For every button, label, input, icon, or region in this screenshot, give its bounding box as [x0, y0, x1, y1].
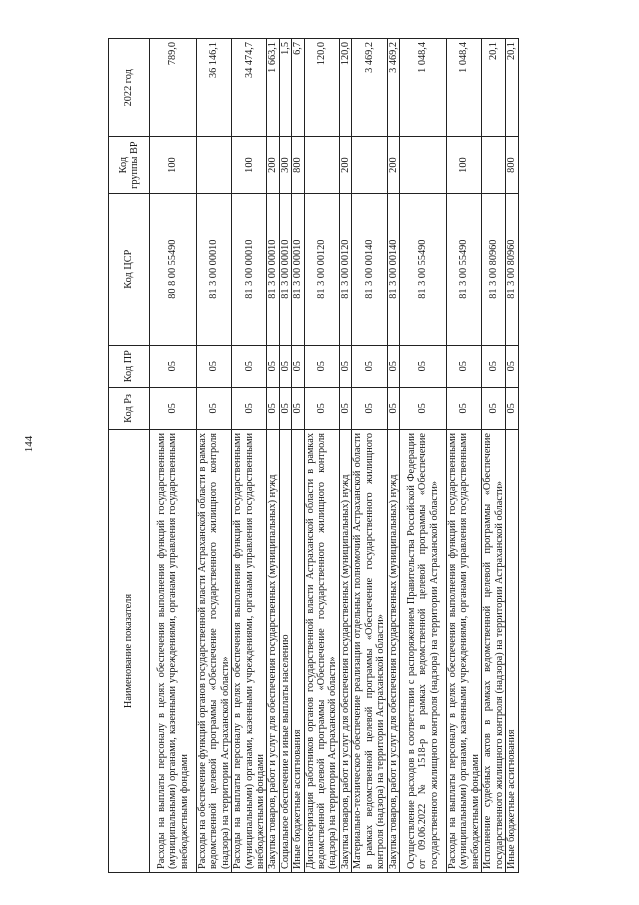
row-vr: 200 — [339, 137, 351, 193]
row-csr: 81 3 00 00140 — [352, 193, 387, 345]
row-vr — [482, 137, 506, 193]
row-value: 1 663,1 — [267, 39, 279, 137]
row-pr: 05 — [150, 345, 197, 387]
row-vr — [352, 137, 387, 193]
table-row — [506, 39, 518, 873]
table-row — [197, 39, 232, 873]
row-name: Закупка товаров, работ и услуг для обеспечения государственных (муниципальных) нужд — [339, 429, 351, 872]
row-value: 1,5 — [279, 39, 291, 137]
row-name: Материально-техническое обеспечение реализации отдельных полномочий Астраханской области в рамках ведомственной целевой программы «Обеспечение государственного жилищного контроля (надзора) на территории Астраханской области» — [352, 429, 387, 872]
row-vr: 100 — [150, 137, 197, 193]
row-pr: 05 — [399, 345, 446, 387]
row-rz: 05 — [267, 387, 279, 429]
row-csr: 81 3 00 55490 — [399, 193, 446, 345]
row-vr: 100 — [446, 137, 481, 193]
row-name: Расходы на выплаты персоналу в целях обеспечения выполнения функций государственными (муниципальными) органами, казенными учреждениями, органами управления государственными внебюджетными фондами — [150, 429, 197, 872]
table-header-row — [109, 39, 150, 873]
row-csr: 81 3 00 00120 — [339, 193, 351, 345]
row-rz: 05 — [399, 387, 446, 429]
row-vr — [197, 137, 232, 193]
table-row — [387, 39, 399, 873]
row-pr: 05 — [352, 345, 387, 387]
row-vr — [304, 137, 339, 193]
row-value: 20,1 — [482, 39, 506, 137]
row-value: 6,7 — [292, 39, 304, 137]
table-row — [446, 39, 481, 873]
row-csr: 81 3 00 00010 — [267, 193, 279, 345]
row-value: 3 469,2 — [387, 39, 399, 137]
table-row — [339, 39, 351, 873]
row-pr: 05 — [232, 345, 267, 387]
table-row — [232, 39, 267, 873]
row-pr: 05 — [339, 345, 351, 387]
row-name: Расходы на выплаты персоналу в целях обеспечения выполнения функций государственными (муниципальными) органами, казенными учреждениями, органами управления государственными внебюджетными фондами — [446, 429, 481, 872]
row-name: Закупка товаров, работ и услуг для обеспечения государственных (муниципальных) нужд — [387, 429, 399, 872]
row-value: 120,0 — [339, 39, 351, 137]
row-pr: 05 — [279, 345, 291, 387]
row-value: 34 474,7 — [232, 39, 267, 137]
table-row — [279, 39, 291, 873]
row-vr: 100 — [232, 137, 267, 193]
row-rz: 05 — [304, 387, 339, 429]
row-rz: 05 — [197, 387, 232, 429]
page-number: 144 — [23, 435, 35, 453]
row-pr: 05 — [387, 345, 399, 387]
row-value: 120,0 — [304, 39, 339, 137]
row-rz: 05 — [292, 387, 304, 429]
row-vr: 200 — [267, 137, 279, 193]
row-rz: 05 — [446, 387, 481, 429]
row-name: Исполнение судебных актов в рамках ведомственной целевой программы «Обеспечение государственного жилищного контроля (надзора) на территории Астраханской области» — [482, 429, 506, 872]
header-rz: Код Рз — [109, 387, 150, 429]
row-pr: 05 — [267, 345, 279, 387]
header-pr: Код ПР — [109, 345, 150, 387]
table-row — [150, 39, 197, 873]
row-pr: 05 — [506, 345, 518, 387]
row-rz: 05 — [482, 387, 506, 429]
row-name: Социальное обеспечение и иные выплаты населению — [279, 429, 291, 872]
row-name: Расходы на обеспечение функций органов государственной власти Астраханской области в рамках ведомственной целевой программы «Обеспечение государственного жилищного контроля (надзора) на территории Астраханской области» — [197, 429, 232, 872]
rotated-table-wrapper — [108, 38, 588, 873]
row-rz: 05 — [352, 387, 387, 429]
row-csr: 81 3 00 00120 — [304, 193, 339, 345]
row-value: 20,1 — [506, 39, 518, 137]
row-value: 789,0 — [150, 39, 197, 137]
row-csr: 81 3 00 00010 — [279, 193, 291, 345]
table-row — [482, 39, 506, 873]
row-value: 36 146,1 — [197, 39, 232, 137]
row-value: 1 048,4 — [446, 39, 481, 137]
row-csr: 80 8 00 55490 — [150, 193, 197, 345]
table-row — [304, 39, 339, 873]
table-row — [352, 39, 387, 873]
row-rz: 05 — [339, 387, 351, 429]
row-rz: 05 — [150, 387, 197, 429]
row-csr: 81 3 00 00010 — [197, 193, 232, 345]
row-pr: 05 — [482, 345, 506, 387]
row-pr: 05 — [292, 345, 304, 387]
row-vr: 200 — [387, 137, 399, 193]
row-vr: 800 — [292, 137, 304, 193]
row-rz: 05 — [232, 387, 267, 429]
table-row — [292, 39, 304, 873]
table-row — [399, 39, 446, 873]
row-csr: 81 3 00 80960 — [482, 193, 506, 345]
row-name: Диспансеризация работников органов государственной власти Астраханской области в рамках ведомственной целевой программы «Обеспечение государственного жилищного контроля (надзора) на территории Астраханской области» — [304, 429, 339, 872]
row-rz: 05 — [506, 387, 518, 429]
row-csr: 81 3 00 00010 — [292, 193, 304, 345]
budget-table — [108, 38, 519, 873]
header-vr: Код группы ВР — [109, 137, 150, 193]
row-csr: 81 3 00 55490 — [446, 193, 481, 345]
row-csr: 81 3 00 00010 — [232, 193, 267, 345]
header-year: 2022 год — [109, 39, 150, 137]
row-csr: 81 3 00 00140 — [387, 193, 399, 345]
table-row — [267, 39, 279, 873]
row-name: Расходы на выплаты персоналу в целях обеспечения выполнения функций государственными (муниципальными) органами, казенными учреждениями, органами управления государственными внебюджетными фондами — [232, 429, 267, 872]
row-vr: 800 — [506, 137, 518, 193]
row-name: Иные бюджетные ассигнования — [506, 429, 518, 872]
header-csr: Код ЦСР — [109, 193, 150, 345]
row-value: 3 469,2 — [352, 39, 387, 137]
row-name: Закупка товаров, работ и услуг для обеспечения государственных (муниципальных) нужд — [267, 429, 279, 872]
row-pr: 05 — [197, 345, 232, 387]
row-csr: 81 3 00 80960 — [506, 193, 518, 345]
row-name: Осуществление расходов в соответствии с распоряжением Правительства Российской Федерации от 09.06.2022 № 1518-р в рамках ведомственной целевой программы «Обеспечение государственного жилищного контроля (надзора) на территории Астраханской области» — [399, 429, 446, 872]
row-vr — [399, 137, 446, 193]
header-name: Наименование показателя — [109, 429, 150, 872]
row-value: 1 048,4 — [399, 39, 446, 137]
row-rz: 05 — [279, 387, 291, 429]
row-pr: 05 — [304, 345, 339, 387]
row-pr: 05 — [446, 345, 481, 387]
row-name: Иные бюджетные ассигнования — [292, 429, 304, 872]
row-vr: 300 — [279, 137, 291, 193]
row-rz: 05 — [387, 387, 399, 429]
